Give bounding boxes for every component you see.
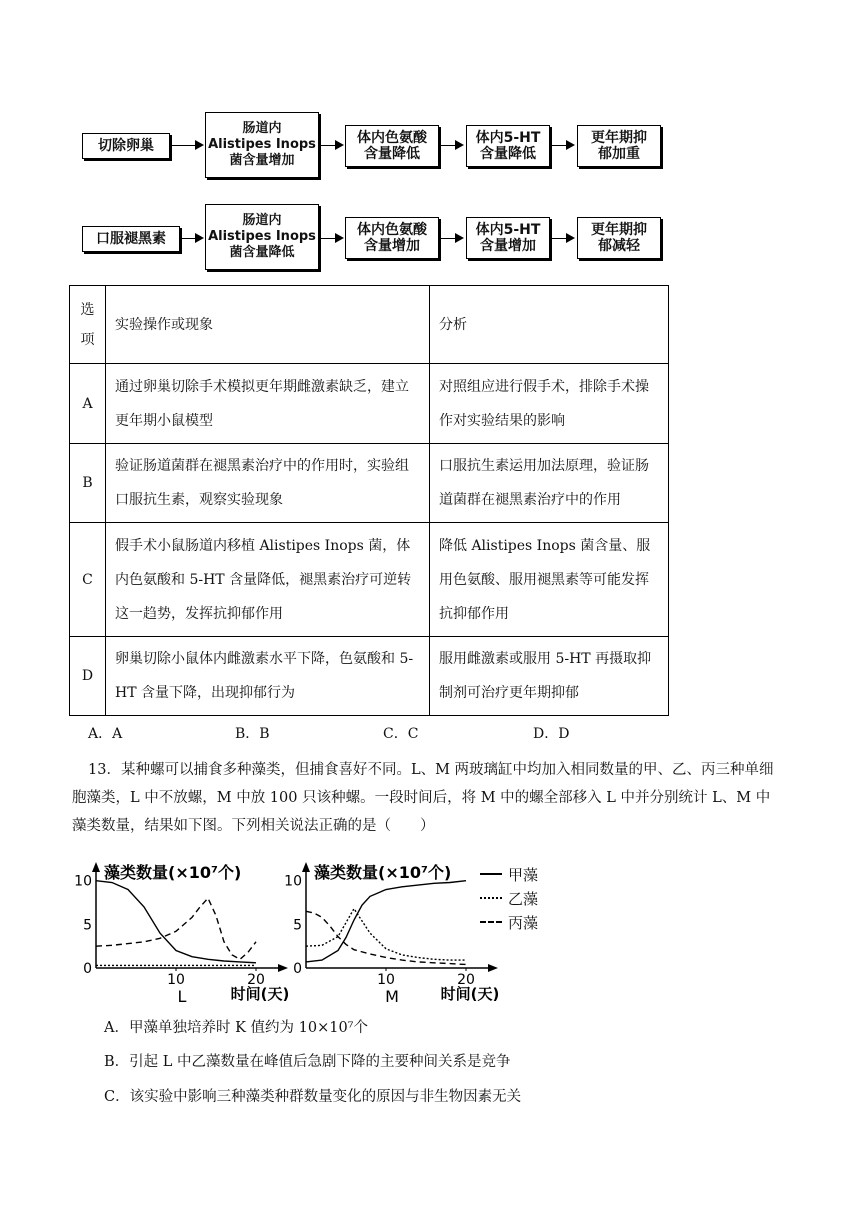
x-axis-label: 时间(天) — [230, 985, 290, 1003]
flow-box-1-5: 更年期抑 郁加重 — [577, 125, 661, 167]
question-line: 胞藻类，L 中不放螺，M 中放 100 只该种螺。一段时间后，将 M 中的螺全部移入 L 中并分别统计 L、M 中 — [72, 790, 771, 806]
y-axis-label: 藻类数量(×10⁷个) — [314, 863, 452, 882]
header-analysis: 分析 — [430, 286, 669, 364]
flow-arrow — [180, 238, 202, 239]
y-tick-label: 5 — [293, 917, 302, 934]
series-line-丙藻 — [306, 911, 466, 964]
y-tick-label: 10 — [284, 873, 302, 890]
y-tick-label: 5 — [83, 917, 92, 934]
answer-a[interactable]: A．A — [88, 726, 123, 742]
answer-c[interactable]: C．C — [383, 726, 419, 742]
chart-L — [74, 848, 290, 1008]
flow-arrow — [440, 238, 462, 239]
choice-b[interactable]: B．引起 L 中乙藻数量在峰值后急剧下降的主要种间关系是竞争 — [104, 1054, 511, 1070]
flow-arrow — [170, 145, 202, 146]
x-tick-label: 10 — [167, 972, 185, 988]
chart-M — [284, 848, 500, 1008]
legend-item-jia: 甲藻 — [480, 862, 538, 886]
row-option: D — [70, 637, 106, 716]
series-line-甲藻 — [306, 881, 466, 962]
question-line: 藻类数量，结果如下图。下列相关说法正确的是（ ） — [72, 818, 435, 834]
row-option: A — [70, 364, 106, 444]
question-13 — [72, 756, 788, 840]
answer-b[interactable]: B．B — [235, 726, 270, 742]
legend-item-yi: 乙藻 — [480, 886, 538, 910]
chart-legend — [480, 862, 538, 934]
table-row — [70, 523, 669, 637]
y-tick-label: 10 — [74, 873, 92, 890]
row-operation: 验证肠道菌群在褪黑素治疗中的作用时，实验组口服抗生素，观察实验现象 — [106, 444, 430, 523]
choice-a[interactable]: A．甲藻单独培养时 K 值约为 10×10⁷个 — [104, 1020, 368, 1036]
row-option: B — [70, 444, 106, 523]
flow-box-2-1: 口服褪黑素 — [82, 226, 180, 252]
table-header-row — [70, 286, 669, 364]
row-analysis: 对照组应进行假手术，排除手术操作对实验结果的影响 — [430, 364, 669, 444]
series-line-乙藻 — [306, 909, 466, 960]
table-row — [70, 444, 669, 523]
flow-arrow — [320, 145, 342, 146]
series-line-甲藻 — [96, 881, 256, 963]
x-axis-label: 时间(天) — [440, 985, 500, 1003]
y-axis-label: 藻类数量(×10⁷个) — [104, 863, 242, 882]
options-table — [69, 285, 669, 716]
flow-arrow — [551, 145, 573, 146]
row-analysis: 降低 Alistipes Inops 菌含量、服用色氨酸、服用褪黑素等可能发挥抗抑郁作用 — [430, 523, 669, 637]
chart-title: M — [385, 987, 399, 1006]
flow-arrow — [320, 238, 342, 239]
flow-box-2-4: 体内5-HT 含量增加 — [466, 217, 550, 259]
y-axis-arrow — [302, 862, 310, 872]
flow-box-1-4: 体内5-HT 含量降低 — [466, 125, 550, 167]
row-analysis: 口服抗生素运用加法原理，验证肠道菌群在褪黑素治疗中的作用 — [430, 444, 669, 523]
x-tick-label: 10 — [377, 972, 395, 988]
flow-box-1-1: 切除卵巢 — [82, 133, 170, 159]
flow-box-1-3: 体内色氨酸 含量降低 — [345, 125, 439, 167]
flow-diagram — [0, 0, 860, 280]
header-operation: 实验操作或现象 — [106, 286, 430, 364]
table-row — [70, 364, 669, 444]
row-analysis: 服用雌激素或服用 5-HT 再摄取抑制剂可治疗更年期抑郁 — [430, 637, 669, 716]
row-operation: 通过卵巢切除手术模拟更年期雌激素缺乏，建立更年期小鼠模型 — [106, 364, 430, 444]
x-tick-label: 20 — [247, 972, 265, 988]
flow-box-2-3: 体内色氨酸 含量增加 — [345, 217, 439, 259]
header-option: 选 项 — [70, 286, 106, 364]
row-operation: 卵巢切除小鼠体内雌激素水平下降，色氨酸和 5-HT 含量下降，出现抑郁行为 — [106, 637, 430, 716]
answer-d[interactable]: D．D — [533, 726, 570, 742]
x-axis-arrow — [278, 964, 288, 972]
flow-box-2-5: 更年期抑 郁减轻 — [577, 217, 661, 259]
answer-choices — [88, 723, 569, 743]
chart-title: L — [177, 987, 187, 1006]
y-tick-label: 0 — [293, 961, 302, 977]
row-operation: 假手术小鼠肠道内移植 Alistipes Inops 菌，体内色氨酸和 5-HT 含量降低，褪黑素治疗可逆转这一趋势，发挥抗抑郁作用 — [106, 523, 430, 637]
flow-arrow — [440, 145, 462, 146]
question-line: 13．某种螺可以捕食多种藻类，但捕食喜好不同。L、M 两玻璃缸中均加入相同数量的甲、乙、丙三种单细 — [88, 762, 774, 778]
x-axis-arrow — [488, 964, 498, 972]
choice-c[interactable]: C．该实验中影响三种藻类种群数量变化的原因与非生物因素无关 — [104, 1089, 522, 1105]
flow-box-1-2: 肠道内 Alistipes Inops 菌含量增加 — [205, 112, 319, 178]
row-option: C — [70, 523, 106, 637]
y-tick-label: 0 — [83, 961, 92, 977]
table-row — [70, 637, 669, 716]
flow-arrow — [551, 238, 573, 239]
y-axis-arrow — [92, 862, 100, 872]
x-tick-label: 20 — [457, 972, 475, 988]
legend-item-bing: 丙藻 — [480, 910, 538, 934]
flow-box-2-2: 肠道内 Alistipes Inops 菌含量降低 — [205, 204, 319, 270]
